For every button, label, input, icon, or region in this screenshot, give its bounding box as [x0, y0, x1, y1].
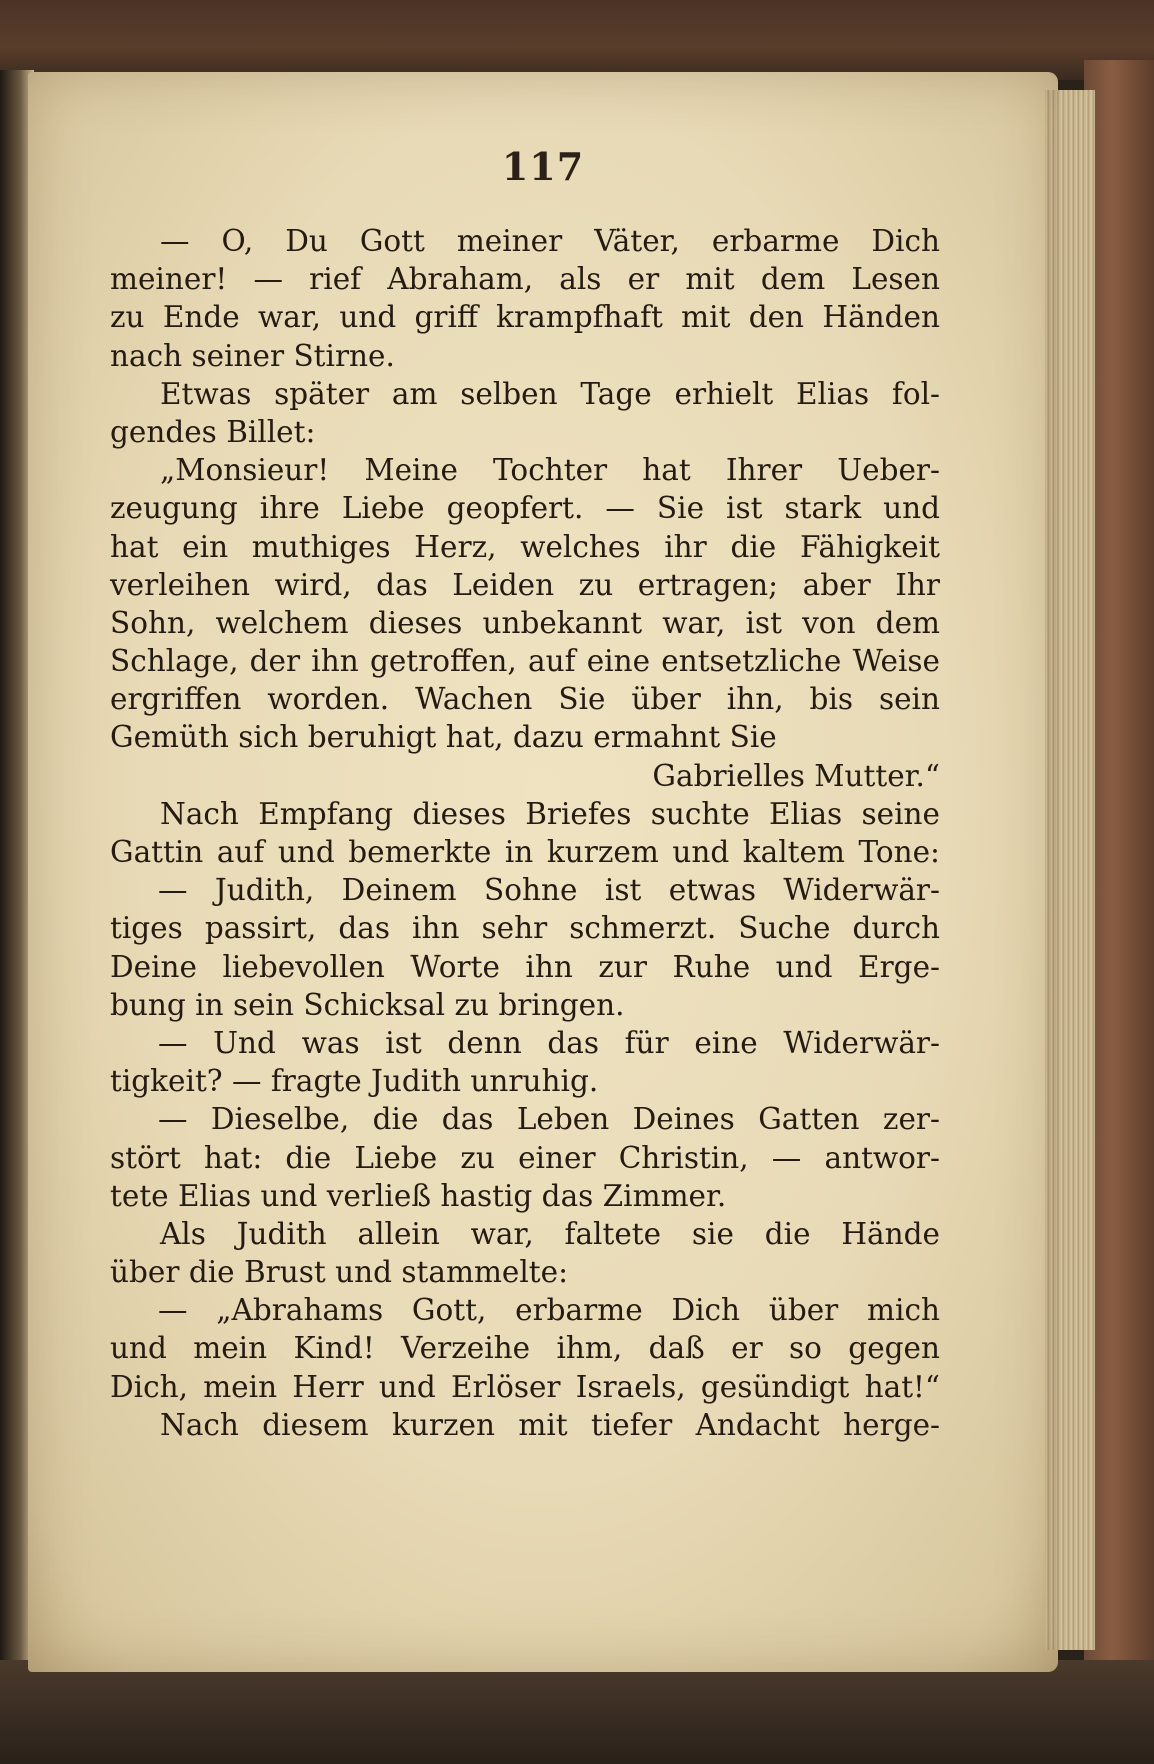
text-line: Dich, mein Herr und Erlöser Israels, gesündigt hat!“ — [110, 1369, 940, 1404]
text-line: meiner! — rief Abraham, als er mit dem Lesen — [110, 262, 940, 297]
text-line: Gattin auf und bemerkte in kurzem und kaltem Tone: — [110, 835, 940, 869]
text-line: nach seiner Stirne. — [110, 338, 395, 373]
text-line: verleihen wird, das Leiden zu ertragen; aber Ihr — [110, 567, 940, 602]
text-line: Deine liebevollen Worte ihn zur Ruhe und Erge- — [110, 949, 940, 984]
text-line: — „Abrahams Gott, erbarme Dich über mich — [158, 1293, 940, 1328]
book-bottom-edge — [0, 1660, 1154, 1764]
text-line: bung in sein Schicksal zu bringen. — [110, 987, 625, 1022]
text-line: — Judith, Deinem Sohne ist etwas Widerwär- — [158, 873, 940, 908]
text-line: Sohn, welchem dieses unbekannt war, ist von dem — [110, 605, 940, 640]
text-line: „Monsieur! Meine Tochter hat Ihrer Ueber- — [160, 453, 940, 488]
page-text — [110, 222, 940, 1444]
text-line: stört hat: die Liebe zu einer Christin, — antwor- — [110, 1140, 940, 1175]
text-line: gendes Billet: — [110, 414, 316, 449]
text-line: Gemüth sich beruhigt hat, dazu ermahnt Sie — [110, 720, 777, 755]
text-line: Schlage, der ihn getroffen, auf eine entsetzliche Weise — [110, 644, 940, 679]
page-edges — [1045, 90, 1095, 1650]
text-line: Etwas später am selben Tage erhielt Elias fol- — [160, 376, 940, 411]
text-line: und mein Kind! Verzeihe ihm, daß er so gegen — [110, 1331, 940, 1366]
text-line: tete Elias und verließ hastig das Zimmer. — [110, 1178, 727, 1213]
text-line: zeugung ihre Liebe geopfert. — Sie ist stark und — [110, 491, 940, 526]
page-number: 117 — [501, 144, 585, 189]
book-cover-top — [0, 0, 1154, 80]
text-line: zu Ende war, und griff krampfhaft mit den Händen — [110, 300, 940, 335]
text-line: über die Brust und stammelte: — [110, 1255, 569, 1290]
book-page — [28, 72, 1058, 1672]
text-line: — Dieselbe, die das Leben Deines Gatten zer- — [158, 1102, 940, 1137]
text-line: hat ein muthiges Herz, welches ihr die Fähigkeit — [110, 529, 940, 564]
text-line: Nach diesem kurzen mit tiefer Andacht herge- — [160, 1407, 940, 1442]
letter-signature: Gabrielles Mutter.“ — [652, 758, 940, 793]
text-line: Nach Empfang dieses Briefes suchte Elias seine — [160, 796, 940, 831]
text-line: tigkeit? — fragte Judith unruhig. — [110, 1064, 599, 1099]
text-line: — Und was ist denn das für eine Widerwär- — [158, 1025, 940, 1060]
text-line: ergriffen worden. Wachen Sie über ihn, bis sein — [110, 682, 940, 717]
text-line: — O, Du Gott meiner Väter, erbarme Dich — [160, 224, 940, 258]
text-line: Als Judith allein war, faltete sie die Hände — [160, 1216, 940, 1251]
text-line: tiges passirt, das ihn sehr schmerzt. Suche durch — [110, 911, 940, 946]
